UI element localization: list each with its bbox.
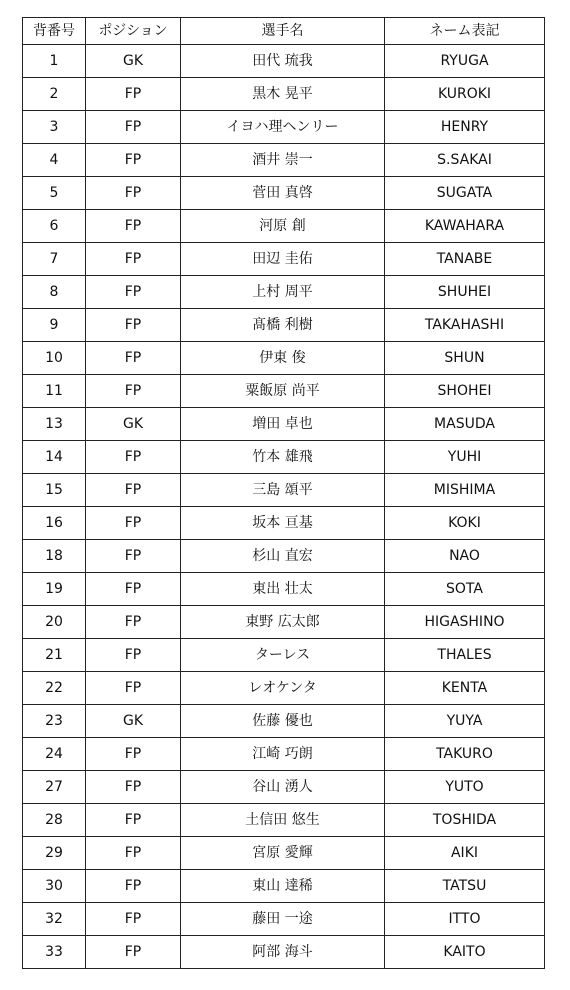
cell-position: FP <box>86 837 181 870</box>
cell-position: GK <box>86 408 181 441</box>
cell-number: 16 <box>23 507 86 540</box>
cell-number: 4 <box>23 144 86 177</box>
cell-number: 24 <box>23 738 86 771</box>
cell-number: 28 <box>23 804 86 837</box>
cell-name-display: SHOHEI <box>385 375 545 408</box>
cell-player-name: 江崎 巧朗 <box>181 738 385 771</box>
cell-number: 15 <box>23 474 86 507</box>
cell-position: FP <box>86 804 181 837</box>
cell-name-display: RYUGA <box>385 45 545 78</box>
table-row <box>23 573 545 606</box>
cell-name-display: KUROKI <box>385 78 545 111</box>
cell-player-name: 宮原 愛輝 <box>181 837 385 870</box>
cell-player-name: イヨハ理ヘンリー <box>181 111 385 144</box>
cell-player-name: 河原 創 <box>181 210 385 243</box>
table-row <box>23 639 545 672</box>
cell-position: FP <box>86 441 181 474</box>
cell-position: FP <box>86 540 181 573</box>
cell-position: GK <box>86 705 181 738</box>
cell-position: FP <box>86 309 181 342</box>
cell-name-display: SHUN <box>385 342 545 375</box>
cell-name-display: TAKURO <box>385 738 545 771</box>
cell-number: 18 <box>23 540 86 573</box>
table-row <box>23 210 545 243</box>
cell-name-display: SUGATA <box>385 177 545 210</box>
cell-player-name: 田辺 圭佑 <box>181 243 385 276</box>
cell-name-display: KAWAHARA <box>385 210 545 243</box>
cell-position: FP <box>86 507 181 540</box>
cell-number: 13 <box>23 408 86 441</box>
cell-name-display: YUTO <box>385 771 545 804</box>
cell-number: 10 <box>23 342 86 375</box>
cell-player-name: 髙橋 利樹 <box>181 309 385 342</box>
cell-player-name: 阿部 海斗 <box>181 936 385 969</box>
table-row <box>23 540 545 573</box>
cell-name-display: TOSHIDA <box>385 804 545 837</box>
cell-number: 3 <box>23 111 86 144</box>
table-row <box>23 606 545 639</box>
table-row <box>23 243 545 276</box>
cell-player-name: 坂本 亘基 <box>181 507 385 540</box>
cell-number: 30 <box>23 870 86 903</box>
cell-name-display: YUHI <box>385 441 545 474</box>
table-row <box>23 276 545 309</box>
cell-player-name: 谷山 湧人 <box>181 771 385 804</box>
table-row <box>23 111 545 144</box>
cell-player-name: 土信田 悠生 <box>181 804 385 837</box>
cell-name-display: SOTA <box>385 573 545 606</box>
table-row <box>23 177 545 210</box>
table-row <box>23 903 545 936</box>
table-row <box>23 342 545 375</box>
cell-name-display: TAKAHASHI <box>385 309 545 342</box>
cell-position: GK <box>86 45 181 78</box>
cell-position: FP <box>86 210 181 243</box>
table-row <box>23 804 545 837</box>
table-row <box>23 441 545 474</box>
table-row <box>23 45 545 78</box>
header-player-name: 選手名 <box>181 18 385 45</box>
cell-number: 8 <box>23 276 86 309</box>
cell-position: FP <box>86 144 181 177</box>
cell-number: 14 <box>23 441 86 474</box>
cell-position: FP <box>86 903 181 936</box>
cell-player-name: 東山 達稀 <box>181 870 385 903</box>
cell-number: 9 <box>23 309 86 342</box>
cell-player-name: 杉山 直宏 <box>181 540 385 573</box>
cell-name-display: KAITO <box>385 936 545 969</box>
cell-number: 27 <box>23 771 86 804</box>
cell-position: FP <box>86 936 181 969</box>
cell-position: FP <box>86 474 181 507</box>
cell-player-name: 酒井 崇一 <box>181 144 385 177</box>
cell-position: FP <box>86 177 181 210</box>
cell-number: 20 <box>23 606 86 639</box>
cell-player-name: 東出 壮太 <box>181 573 385 606</box>
cell-number: 19 <box>23 573 86 606</box>
table-row <box>23 870 545 903</box>
cell-name-display: MISHIMA <box>385 474 545 507</box>
cell-position: FP <box>86 78 181 111</box>
table-row <box>23 837 545 870</box>
table-row <box>23 408 545 441</box>
table-header-row <box>23 18 545 45</box>
cell-name-display: NAO <box>385 540 545 573</box>
cell-name-display: AIKI <box>385 837 545 870</box>
roster-table <box>22 17 545 969</box>
table-row <box>23 309 545 342</box>
cell-name-display: MASUDA <box>385 408 545 441</box>
header-position: ポジション <box>86 18 181 45</box>
cell-player-name: 伊東 俊 <box>181 342 385 375</box>
cell-number: 29 <box>23 837 86 870</box>
cell-position: FP <box>86 375 181 408</box>
cell-position: FP <box>86 639 181 672</box>
cell-position: FP <box>86 276 181 309</box>
cell-position: FP <box>86 243 181 276</box>
cell-number: 2 <box>23 78 86 111</box>
cell-number: 23 <box>23 705 86 738</box>
cell-player-name: 竹本 雄飛 <box>181 441 385 474</box>
cell-position: FP <box>86 738 181 771</box>
cell-player-name: 上村 周平 <box>181 276 385 309</box>
cell-number: 22 <box>23 672 86 705</box>
cell-name-display: HENRY <box>385 111 545 144</box>
cell-position: FP <box>86 771 181 804</box>
cell-number: 11 <box>23 375 86 408</box>
cell-position: FP <box>86 111 181 144</box>
table-row <box>23 375 545 408</box>
cell-name-display: KENTA <box>385 672 545 705</box>
table-row <box>23 771 545 804</box>
table-row <box>23 78 545 111</box>
cell-number: 6 <box>23 210 86 243</box>
cell-name-display: KOKI <box>385 507 545 540</box>
cell-player-name: 菅田 真啓 <box>181 177 385 210</box>
cell-number: 33 <box>23 936 86 969</box>
roster-body <box>23 45 545 969</box>
cell-name-display: ITTO <box>385 903 545 936</box>
cell-player-name: 三島 頌平 <box>181 474 385 507</box>
cell-position: FP <box>86 672 181 705</box>
cell-name-display: HIGASHINO <box>385 606 545 639</box>
cell-name-display: TATSU <box>385 870 545 903</box>
table-row <box>23 936 545 969</box>
cell-number: 1 <box>23 45 86 78</box>
cell-name-display: THALES <box>385 639 545 672</box>
cell-player-name: 田代 琉我 <box>181 45 385 78</box>
cell-player-name: 粟飯原 尚平 <box>181 375 385 408</box>
header-number: 背番号 <box>23 18 86 45</box>
cell-number: 5 <box>23 177 86 210</box>
header-name-display: ネーム表記 <box>385 18 545 45</box>
cell-number: 32 <box>23 903 86 936</box>
cell-name-display: SHUHEI <box>385 276 545 309</box>
cell-position: FP <box>86 342 181 375</box>
table-row <box>23 474 545 507</box>
cell-name-display: S.SAKAI <box>385 144 545 177</box>
cell-number: 21 <box>23 639 86 672</box>
cell-position: FP <box>86 606 181 639</box>
cell-position: FP <box>86 573 181 606</box>
cell-player-name: 東野 広太郎 <box>181 606 385 639</box>
cell-player-name: 黒木 晃平 <box>181 78 385 111</box>
cell-player-name: 佐藤 優也 <box>181 705 385 738</box>
cell-name-display: TANABE <box>385 243 545 276</box>
table-row <box>23 144 545 177</box>
cell-player-name: レオケンタ <box>181 672 385 705</box>
cell-player-name: 増田 卓也 <box>181 408 385 441</box>
cell-number: 7 <box>23 243 86 276</box>
cell-player-name: ターレス <box>181 639 385 672</box>
table-row <box>23 738 545 771</box>
table-row <box>23 507 545 540</box>
table-row <box>23 672 545 705</box>
cell-position: FP <box>86 870 181 903</box>
table-row <box>23 705 545 738</box>
cell-player-name: 藤田 一途 <box>181 903 385 936</box>
cell-name-display: YUYA <box>385 705 545 738</box>
